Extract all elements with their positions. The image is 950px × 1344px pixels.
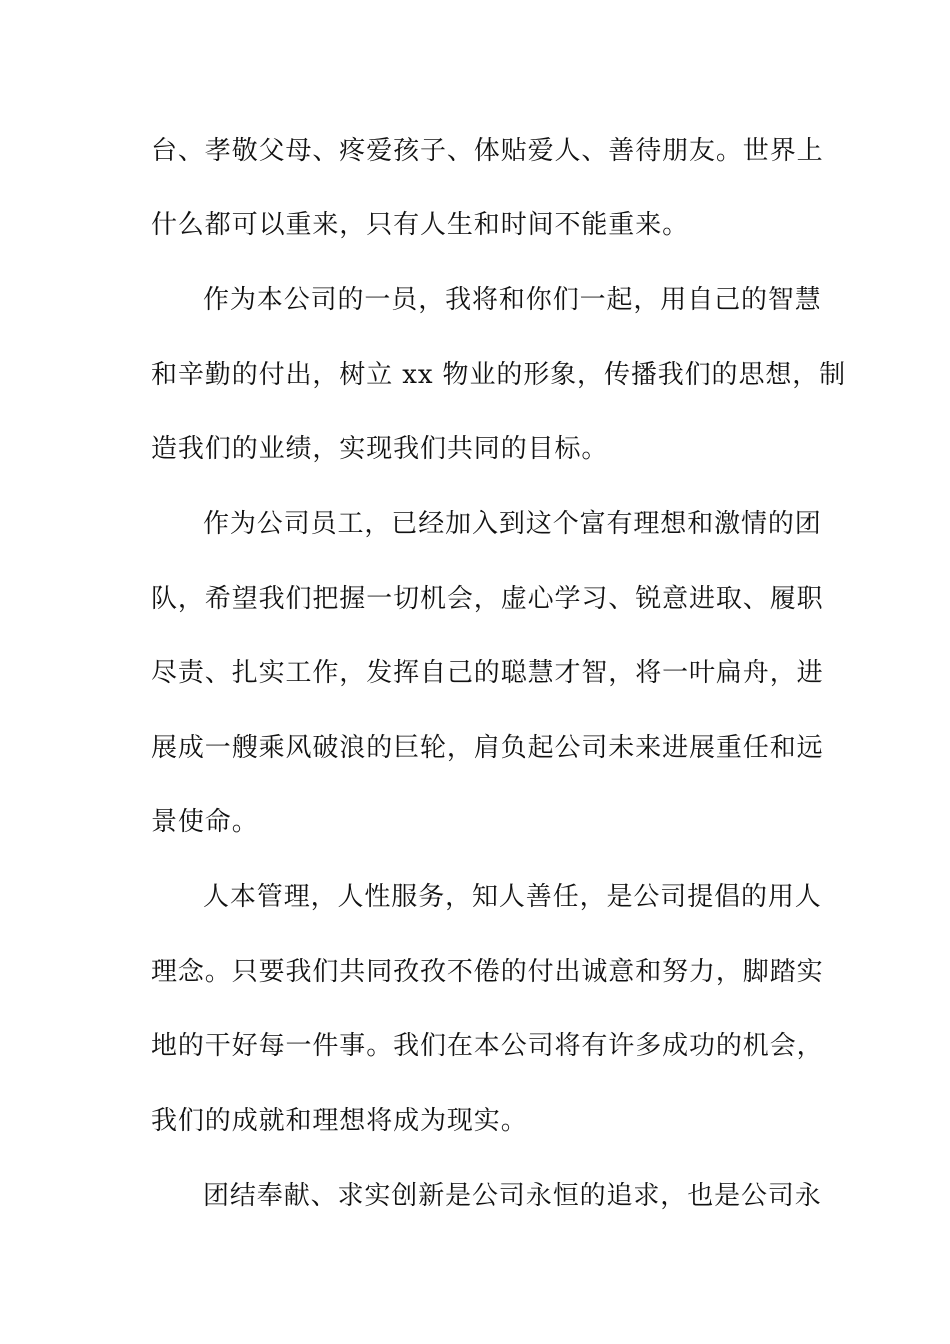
- text-line: 台、孝敬父母、疼爱孩子、体贴爱人、善待朋友。世界上: [151, 136, 824, 166]
- paragraph-first-line: 人本管理，人性服务，知人善任，是公司提倡的用人: [203, 882, 822, 912]
- text-line: 理念。只要我们共同孜孜不倦的付出诚意和努力，脚踏实: [151, 957, 824, 987]
- text-line: 我们的成就和理想将成为现实。: [151, 1106, 528, 1136]
- text-line: 和辛勤的付出，树立 xx 物业的形象，传播我们的思想，制: [151, 360, 847, 390]
- text-line: 队，希望我们把握一切机会，虚心学习、锐意进取、履职: [151, 584, 824, 614]
- paragraph-first-line: 作为本公司的一员，我将和你们一起，用自己的智慧: [203, 285, 822, 315]
- text-line: 尽责、扎实工作，发挥自己的聪慧才智，将一叶扁舟，进: [151, 658, 824, 688]
- paragraph-first-line: 作为公司员工，已经加入到这个富有理想和激情的团: [203, 509, 822, 539]
- text-line: 地的干好每一件事。我们在本公司将有许多成功的机会，: [151, 1031, 824, 1061]
- paragraph-first-line: 团结奉献、求实创新是公司永恒的追求，也是公司永: [203, 1181, 822, 1211]
- text-line: 什么都可以重来，只有人生和时间不能重来。: [151, 210, 690, 240]
- text-line: 造我们的业绩，实现我们共同的目标。: [151, 434, 609, 464]
- text-line: 景使命。: [151, 807, 259, 837]
- text-line: 展成一艘乘风破浪的巨轮，肩负起公司未来进展重任和远: [151, 733, 824, 763]
